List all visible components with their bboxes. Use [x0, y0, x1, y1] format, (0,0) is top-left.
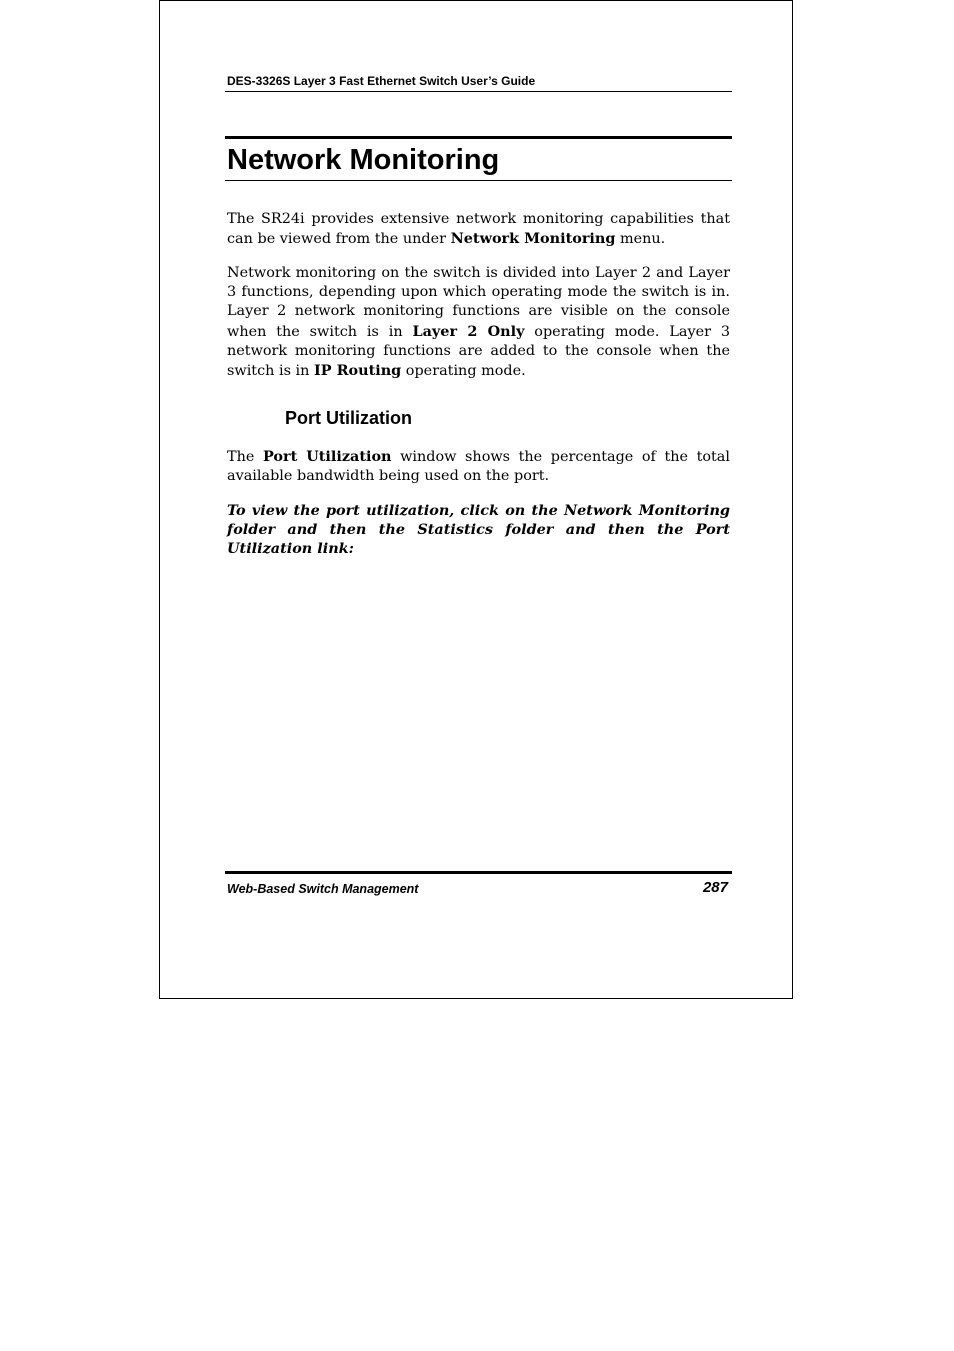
running-footer: Web-Based Switch Management [227, 882, 419, 896]
intro-bold-network-monitoring: Network Monitoring [450, 230, 616, 248]
port-util-text: The [227, 449, 263, 465]
layers-text-2: operating mode. Layer 3 network monitoring functions are added to the console when the switch is in [227, 323, 731, 380]
port-util-text-end: window shows the percentage of the total available bandwidth being used on the port. [227, 449, 730, 485]
title-rule-bottom [225, 180, 732, 181]
page-title: Network Monitoring [227, 144, 500, 176]
title-rule-top [225, 136, 732, 139]
layers-bold-layer2-only: Layer 2 Only [412, 322, 525, 340]
layers-paragraph [227, 264, 730, 381]
intro-text: The SR24i provides extensive network monitoring capabilities that can be viewed from the under [227, 211, 730, 248]
running-header: DES-3326S Layer 3 Fast Ethernet Switch User’s Guide [227, 74, 536, 88]
section-heading-port-utilization: Port Utilization [285, 408, 412, 428]
intro-text-end: menu. [615, 231, 666, 248]
layers-bold-ip-routing: IP Routing [314, 362, 402, 380]
header-rule [225, 91, 732, 92]
layers-text-1: Network monitoring on the switch is divided into Layer 2 and Layer 3 functions, depending upon which operating mode the switch is in. Layer 2 network monitoring functions are visible on the console when the switch is in [227, 265, 730, 340]
page-number: 287 [702, 879, 728, 896]
footer-rule [225, 871, 732, 874]
layers-text-3: operating mode. [401, 363, 526, 380]
port-util-bold: Port Utilization [262, 448, 392, 465]
intro-paragraph [227, 210, 730, 249]
instruction-paragraph: To view the port utilization, click on the Network Monitoring folder and then the Statistics folder and then the Port Utilization link: [227, 502, 730, 558]
port-utilization-paragraph [227, 447, 730, 486]
